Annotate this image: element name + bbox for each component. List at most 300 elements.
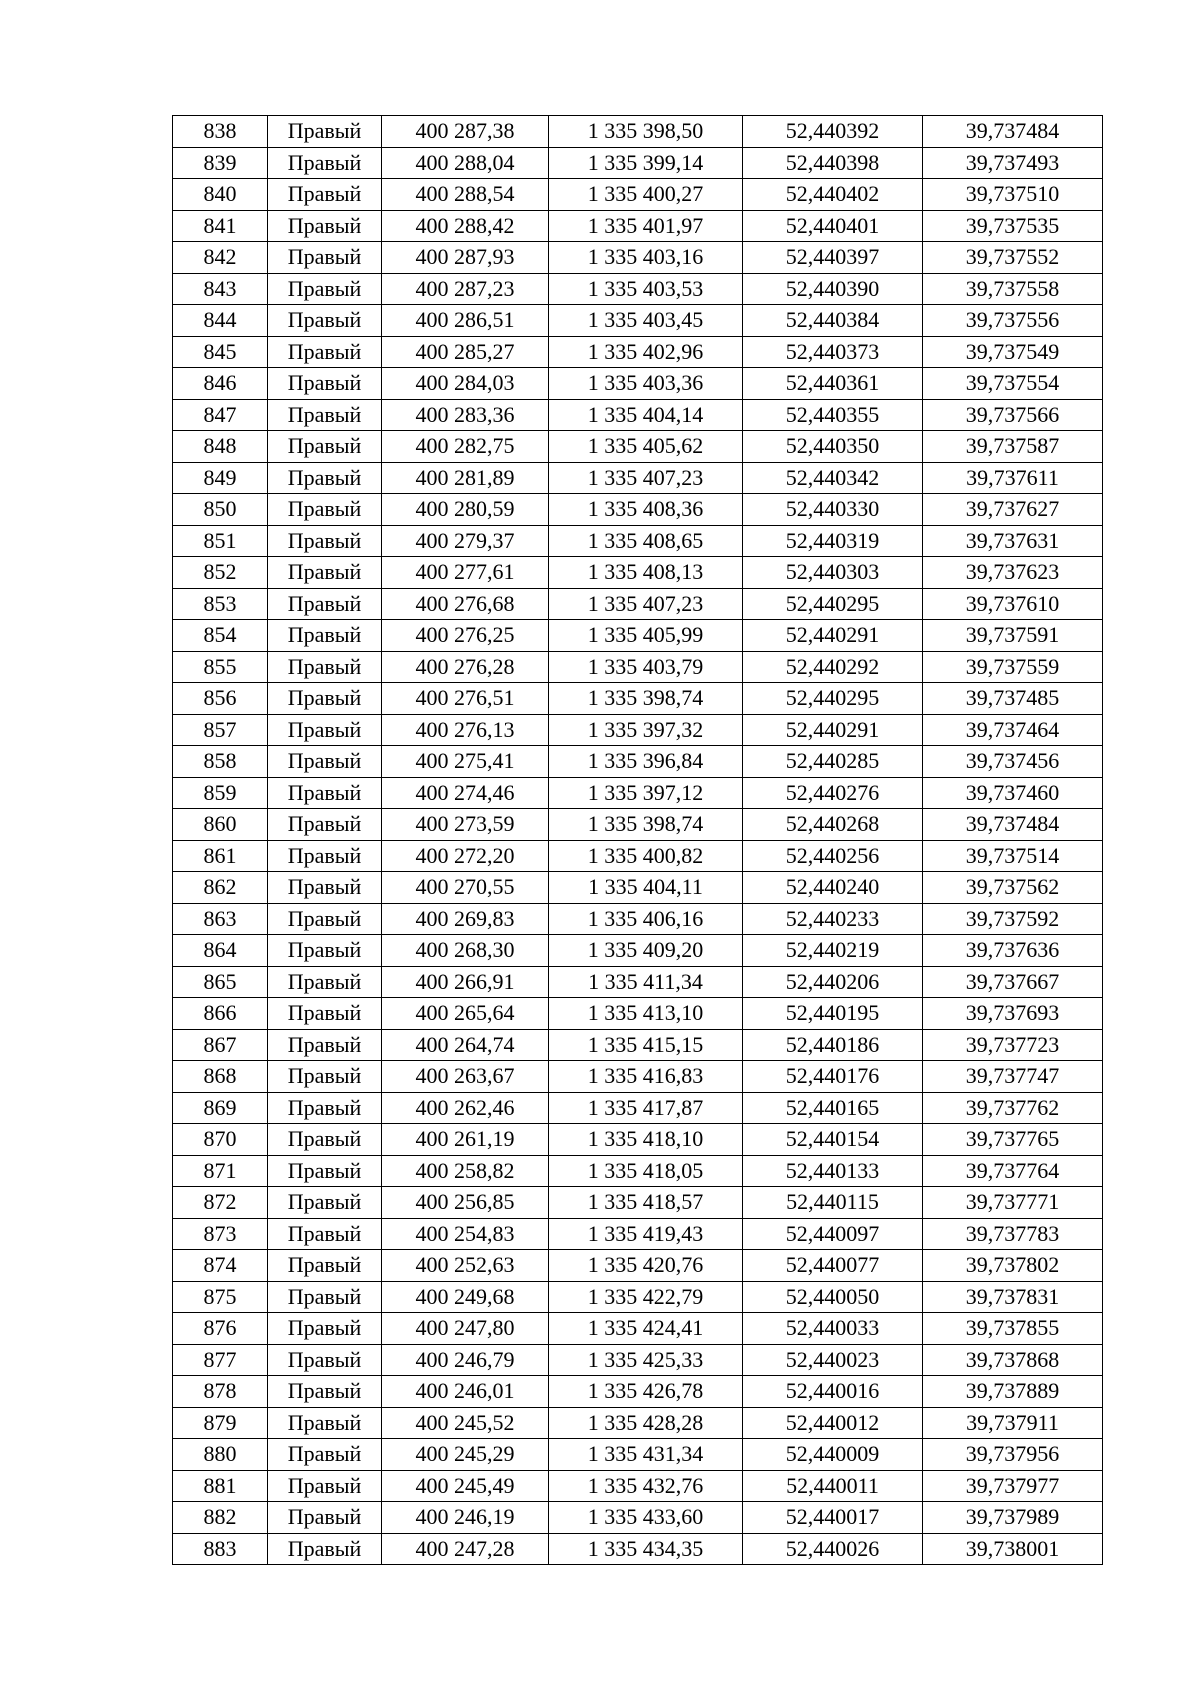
point-number-cell: 849 bbox=[173, 462, 268, 494]
y-coordinate-cell: 1 335 405,99 bbox=[549, 620, 743, 652]
y-coordinate-cell: 1 335 417,87 bbox=[549, 1092, 743, 1124]
x-coordinate-cell: 400 270,55 bbox=[382, 872, 549, 904]
bank-side-cell: Правый bbox=[268, 242, 382, 274]
x-coordinate-cell: 400 256,85 bbox=[382, 1187, 549, 1219]
x-coordinate-cell: 400 263,67 bbox=[382, 1061, 549, 1093]
longitude-cell: 39,737456 bbox=[923, 746, 1103, 778]
bank-side-cell: Правый bbox=[268, 1250, 382, 1282]
y-coordinate-cell: 1 335 400,82 bbox=[549, 840, 743, 872]
longitude-cell: 39,737765 bbox=[923, 1124, 1103, 1156]
x-coordinate-cell: 400 252,63 bbox=[382, 1250, 549, 1282]
table-row bbox=[173, 1092, 1103, 1124]
table-row bbox=[173, 1407, 1103, 1439]
point-number-cell: 877 bbox=[173, 1344, 268, 1376]
longitude-cell: 39,737911 bbox=[923, 1407, 1103, 1439]
longitude-cell: 39,737562 bbox=[923, 872, 1103, 904]
longitude-cell: 39,737667 bbox=[923, 966, 1103, 998]
latitude-cell: 52,440291 bbox=[743, 714, 923, 746]
y-coordinate-cell: 1 335 404,14 bbox=[549, 399, 743, 431]
y-coordinate-cell: 1 335 408,36 bbox=[549, 494, 743, 526]
table-row bbox=[173, 399, 1103, 431]
longitude-cell: 39,737693 bbox=[923, 998, 1103, 1030]
bank-side-cell: Правый bbox=[268, 1281, 382, 1313]
x-coordinate-cell: 400 287,23 bbox=[382, 273, 549, 305]
point-number-cell: 861 bbox=[173, 840, 268, 872]
table-row bbox=[173, 714, 1103, 746]
bank-side-cell: Правый bbox=[268, 1470, 382, 1502]
bank-side-cell: Правый bbox=[268, 368, 382, 400]
bank-side-cell: Правый bbox=[268, 1344, 382, 1376]
point-number-cell: 865 bbox=[173, 966, 268, 998]
latitude-cell: 52,440219 bbox=[743, 935, 923, 967]
point-number-cell: 881 bbox=[173, 1470, 268, 1502]
y-coordinate-cell: 1 335 408,13 bbox=[549, 557, 743, 589]
x-coordinate-cell: 400 246,79 bbox=[382, 1344, 549, 1376]
y-coordinate-cell: 1 335 398,50 bbox=[549, 116, 743, 148]
longitude-cell: 39,737484 bbox=[923, 116, 1103, 148]
bank-side-cell: Правый bbox=[268, 1218, 382, 1250]
latitude-cell: 52,440303 bbox=[743, 557, 923, 589]
latitude-cell: 52,440176 bbox=[743, 1061, 923, 1093]
table-row bbox=[173, 809, 1103, 841]
y-coordinate-cell: 1 335 407,23 bbox=[549, 588, 743, 620]
table-row bbox=[173, 683, 1103, 715]
bank-side-cell: Правый bbox=[268, 1533, 382, 1565]
latitude-cell: 52,440268 bbox=[743, 809, 923, 841]
table-row bbox=[173, 147, 1103, 179]
y-coordinate-cell: 1 335 397,32 bbox=[549, 714, 743, 746]
point-number-cell: 841 bbox=[173, 210, 268, 242]
x-coordinate-cell: 400 276,13 bbox=[382, 714, 549, 746]
longitude-cell: 39,737631 bbox=[923, 525, 1103, 557]
latitude-cell: 52,440361 bbox=[743, 368, 923, 400]
longitude-cell: 39,737549 bbox=[923, 336, 1103, 368]
bank-side-cell: Правый bbox=[268, 872, 382, 904]
table-row bbox=[173, 1313, 1103, 1345]
table-row bbox=[173, 935, 1103, 967]
longitude-cell: 39,737747 bbox=[923, 1061, 1103, 1093]
y-coordinate-cell: 1 335 403,16 bbox=[549, 242, 743, 274]
point-number-cell: 878 bbox=[173, 1376, 268, 1408]
latitude-cell: 52,440206 bbox=[743, 966, 923, 998]
point-number-cell: 856 bbox=[173, 683, 268, 715]
point-number-cell: 883 bbox=[173, 1533, 268, 1565]
bank-side-cell: Правый bbox=[268, 777, 382, 809]
x-coordinate-cell: 400 287,93 bbox=[382, 242, 549, 274]
bank-side-cell: Правый bbox=[268, 746, 382, 778]
bank-side-cell: Правый bbox=[268, 1092, 382, 1124]
x-coordinate-cell: 400 264,74 bbox=[382, 1029, 549, 1061]
bank-side-cell: Правый bbox=[268, 179, 382, 211]
y-coordinate-cell: 1 335 431,34 bbox=[549, 1439, 743, 1471]
longitude-cell: 39,737558 bbox=[923, 273, 1103, 305]
latitude-cell: 52,440115 bbox=[743, 1187, 923, 1219]
coordinates-table bbox=[172, 115, 1103, 1565]
point-number-cell: 852 bbox=[173, 557, 268, 589]
point-number-cell: 848 bbox=[173, 431, 268, 463]
y-coordinate-cell: 1 335 424,41 bbox=[549, 1313, 743, 1345]
point-number-cell: 867 bbox=[173, 1029, 268, 1061]
latitude-cell: 52,440133 bbox=[743, 1155, 923, 1187]
latitude-cell: 52,440398 bbox=[743, 147, 923, 179]
table-row bbox=[173, 872, 1103, 904]
point-number-cell: 869 bbox=[173, 1092, 268, 1124]
y-coordinate-cell: 1 335 428,28 bbox=[549, 1407, 743, 1439]
table-row bbox=[173, 1533, 1103, 1565]
latitude-cell: 52,440165 bbox=[743, 1092, 923, 1124]
table-row bbox=[173, 336, 1103, 368]
longitude-cell: 39,737783 bbox=[923, 1218, 1103, 1250]
longitude-cell: 39,737771 bbox=[923, 1187, 1103, 1219]
latitude-cell: 52,440330 bbox=[743, 494, 923, 526]
x-coordinate-cell: 400 246,19 bbox=[382, 1502, 549, 1534]
latitude-cell: 52,440291 bbox=[743, 620, 923, 652]
point-number-cell: 855 bbox=[173, 651, 268, 683]
y-coordinate-cell: 1 335 403,45 bbox=[549, 305, 743, 337]
table-row bbox=[173, 431, 1103, 463]
table-row bbox=[173, 1281, 1103, 1313]
x-coordinate-cell: 400 266,91 bbox=[382, 966, 549, 998]
latitude-cell: 52,440077 bbox=[743, 1250, 923, 1282]
bank-side-cell: Правый bbox=[268, 210, 382, 242]
y-coordinate-cell: 1 335 418,05 bbox=[549, 1155, 743, 1187]
bank-side-cell: Правый bbox=[268, 557, 382, 589]
latitude-cell: 52,440016 bbox=[743, 1376, 923, 1408]
bank-side-cell: Правый bbox=[268, 714, 382, 746]
y-coordinate-cell: 1 335 398,74 bbox=[549, 809, 743, 841]
latitude-cell: 52,440186 bbox=[743, 1029, 923, 1061]
latitude-cell: 52,440033 bbox=[743, 1313, 923, 1345]
table-row bbox=[173, 1155, 1103, 1187]
point-number-cell: 863 bbox=[173, 903, 268, 935]
point-number-cell: 843 bbox=[173, 273, 268, 305]
bank-side-cell: Правый bbox=[268, 336, 382, 368]
x-coordinate-cell: 400 288,04 bbox=[382, 147, 549, 179]
point-number-cell: 854 bbox=[173, 620, 268, 652]
bank-side-cell: Правый bbox=[268, 431, 382, 463]
latitude-cell: 52,440050 bbox=[743, 1281, 923, 1313]
point-number-cell: 844 bbox=[173, 305, 268, 337]
table-row bbox=[173, 116, 1103, 148]
table-row bbox=[173, 1218, 1103, 1250]
latitude-cell: 52,440319 bbox=[743, 525, 923, 557]
longitude-cell: 39,737723 bbox=[923, 1029, 1103, 1061]
latitude-cell: 52,440009 bbox=[743, 1439, 923, 1471]
table-row bbox=[173, 903, 1103, 935]
y-coordinate-cell: 1 335 398,74 bbox=[549, 683, 743, 715]
x-coordinate-cell: 400 273,59 bbox=[382, 809, 549, 841]
latitude-cell: 52,440195 bbox=[743, 998, 923, 1030]
table-row bbox=[173, 494, 1103, 526]
point-number-cell: 860 bbox=[173, 809, 268, 841]
y-coordinate-cell: 1 335 415,15 bbox=[549, 1029, 743, 1061]
x-coordinate-cell: 400 280,59 bbox=[382, 494, 549, 526]
bank-side-cell: Правый bbox=[268, 305, 382, 337]
point-number-cell: 857 bbox=[173, 714, 268, 746]
latitude-cell: 52,440276 bbox=[743, 777, 923, 809]
y-coordinate-cell: 1 335 432,76 bbox=[549, 1470, 743, 1502]
table-row bbox=[173, 651, 1103, 683]
bank-side-cell: Правый bbox=[268, 651, 382, 683]
bank-side-cell: Правый bbox=[268, 998, 382, 1030]
bank-side-cell: Правый bbox=[268, 903, 382, 935]
table-row bbox=[173, 966, 1103, 998]
point-number-cell: 845 bbox=[173, 336, 268, 368]
x-coordinate-cell: 400 287,38 bbox=[382, 116, 549, 148]
longitude-cell: 39,737510 bbox=[923, 179, 1103, 211]
latitude-cell: 52,440292 bbox=[743, 651, 923, 683]
longitude-cell: 39,737623 bbox=[923, 557, 1103, 589]
longitude-cell: 39,737535 bbox=[923, 210, 1103, 242]
point-number-cell: 864 bbox=[173, 935, 268, 967]
point-number-cell: 838 bbox=[173, 116, 268, 148]
y-coordinate-cell: 1 335 406,16 bbox=[549, 903, 743, 935]
longitude-cell: 39,737764 bbox=[923, 1155, 1103, 1187]
y-coordinate-cell: 1 335 433,60 bbox=[549, 1502, 743, 1534]
point-number-cell: 858 bbox=[173, 746, 268, 778]
y-coordinate-cell: 1 335 411,34 bbox=[549, 966, 743, 998]
longitude-cell: 39,737592 bbox=[923, 903, 1103, 935]
x-coordinate-cell: 400 245,49 bbox=[382, 1470, 549, 1502]
latitude-cell: 52,440397 bbox=[743, 242, 923, 274]
x-coordinate-cell: 400 261,19 bbox=[382, 1124, 549, 1156]
point-number-cell: 859 bbox=[173, 777, 268, 809]
point-number-cell: 870 bbox=[173, 1124, 268, 1156]
x-coordinate-cell: 400 284,03 bbox=[382, 368, 549, 400]
bank-side-cell: Правый bbox=[268, 525, 382, 557]
longitude-cell: 39,737591 bbox=[923, 620, 1103, 652]
coordinates-table-body bbox=[173, 116, 1103, 1565]
y-coordinate-cell: 1 335 413,10 bbox=[549, 998, 743, 1030]
y-coordinate-cell: 1 335 400,27 bbox=[549, 179, 743, 211]
point-number-cell: 873 bbox=[173, 1218, 268, 1250]
x-coordinate-cell: 400 254,83 bbox=[382, 1218, 549, 1250]
y-coordinate-cell: 1 335 405,62 bbox=[549, 431, 743, 463]
bank-side-cell: Правый bbox=[268, 1502, 382, 1534]
y-coordinate-cell: 1 335 399,14 bbox=[549, 147, 743, 179]
x-coordinate-cell: 400 277,61 bbox=[382, 557, 549, 589]
bank-side-cell: Правый bbox=[268, 147, 382, 179]
longitude-cell: 39,737514 bbox=[923, 840, 1103, 872]
latitude-cell: 52,440401 bbox=[743, 210, 923, 242]
bank-side-cell: Правый bbox=[268, 1313, 382, 1345]
longitude-cell: 39,737610 bbox=[923, 588, 1103, 620]
latitude-cell: 52,440402 bbox=[743, 179, 923, 211]
bank-side-cell: Правый bbox=[268, 1029, 382, 1061]
y-coordinate-cell: 1 335 408,65 bbox=[549, 525, 743, 557]
point-number-cell: 880 bbox=[173, 1439, 268, 1471]
longitude-cell: 39,737868 bbox=[923, 1344, 1103, 1376]
bank-side-cell: Правый bbox=[268, 1407, 382, 1439]
longitude-cell: 39,737493 bbox=[923, 147, 1103, 179]
y-coordinate-cell: 1 335 426,78 bbox=[549, 1376, 743, 1408]
y-coordinate-cell: 1 335 403,53 bbox=[549, 273, 743, 305]
bank-side-cell: Правый bbox=[268, 116, 382, 148]
latitude-cell: 52,440295 bbox=[743, 683, 923, 715]
longitude-cell: 39,737889 bbox=[923, 1376, 1103, 1408]
y-coordinate-cell: 1 335 434,35 bbox=[549, 1533, 743, 1565]
latitude-cell: 52,440355 bbox=[743, 399, 923, 431]
latitude-cell: 52,440256 bbox=[743, 840, 923, 872]
longitude-cell: 39,737855 bbox=[923, 1313, 1103, 1345]
x-coordinate-cell: 400 283,36 bbox=[382, 399, 549, 431]
point-number-cell: 866 bbox=[173, 998, 268, 1030]
table-row bbox=[173, 746, 1103, 778]
longitude-cell: 39,737636 bbox=[923, 935, 1103, 967]
x-coordinate-cell: 400 272,20 bbox=[382, 840, 549, 872]
latitude-cell: 52,440384 bbox=[743, 305, 923, 337]
x-coordinate-cell: 400 274,46 bbox=[382, 777, 549, 809]
table-row bbox=[173, 777, 1103, 809]
bank-side-cell: Правый bbox=[268, 1124, 382, 1156]
table-row bbox=[173, 1344, 1103, 1376]
y-coordinate-cell: 1 335 397,12 bbox=[549, 777, 743, 809]
y-coordinate-cell: 1 335 402,96 bbox=[549, 336, 743, 368]
y-coordinate-cell: 1 335 422,79 bbox=[549, 1281, 743, 1313]
table-row bbox=[173, 368, 1103, 400]
point-number-cell: 839 bbox=[173, 147, 268, 179]
x-coordinate-cell: 400 275,41 bbox=[382, 746, 549, 778]
x-coordinate-cell: 400 268,30 bbox=[382, 935, 549, 967]
table-row bbox=[173, 305, 1103, 337]
y-coordinate-cell: 1 335 420,76 bbox=[549, 1250, 743, 1282]
x-coordinate-cell: 400 265,64 bbox=[382, 998, 549, 1030]
bank-side-cell: Правый bbox=[268, 966, 382, 998]
table-row bbox=[173, 1124, 1103, 1156]
latitude-cell: 52,440233 bbox=[743, 903, 923, 935]
point-number-cell: 842 bbox=[173, 242, 268, 274]
x-coordinate-cell: 400 245,52 bbox=[382, 1407, 549, 1439]
table-row bbox=[173, 1502, 1103, 1534]
y-coordinate-cell: 1 335 403,79 bbox=[549, 651, 743, 683]
point-number-cell: 851 bbox=[173, 525, 268, 557]
table-row bbox=[173, 210, 1103, 242]
point-number-cell: 874 bbox=[173, 1250, 268, 1282]
table-row bbox=[173, 1029, 1103, 1061]
y-coordinate-cell: 1 335 401,97 bbox=[549, 210, 743, 242]
x-coordinate-cell: 400 246,01 bbox=[382, 1376, 549, 1408]
y-coordinate-cell: 1 335 416,83 bbox=[549, 1061, 743, 1093]
x-coordinate-cell: 400 288,42 bbox=[382, 210, 549, 242]
longitude-cell: 39,737989 bbox=[923, 1502, 1103, 1534]
latitude-cell: 52,440012 bbox=[743, 1407, 923, 1439]
x-coordinate-cell: 400 247,80 bbox=[382, 1313, 549, 1345]
point-number-cell: 875 bbox=[173, 1281, 268, 1313]
x-coordinate-cell: 400 276,68 bbox=[382, 588, 549, 620]
y-coordinate-cell: 1 335 418,57 bbox=[549, 1187, 743, 1219]
bank-side-cell: Правый bbox=[268, 588, 382, 620]
y-coordinate-cell: 1 335 418,10 bbox=[549, 1124, 743, 1156]
bank-side-cell: Правый bbox=[268, 683, 382, 715]
longitude-cell: 39,737485 bbox=[923, 683, 1103, 715]
table-row bbox=[173, 1376, 1103, 1408]
x-coordinate-cell: 400 262,46 bbox=[382, 1092, 549, 1124]
table-row bbox=[173, 998, 1103, 1030]
table-row bbox=[173, 1439, 1103, 1471]
x-coordinate-cell: 400 249,68 bbox=[382, 1281, 549, 1313]
table-row bbox=[173, 557, 1103, 589]
latitude-cell: 52,440017 bbox=[743, 1502, 923, 1534]
x-coordinate-cell: 400 286,51 bbox=[382, 305, 549, 337]
point-number-cell: 872 bbox=[173, 1187, 268, 1219]
longitude-cell: 39,737977 bbox=[923, 1470, 1103, 1502]
x-coordinate-cell: 400 282,75 bbox=[382, 431, 549, 463]
bank-side-cell: Правый bbox=[268, 1187, 382, 1219]
table-row bbox=[173, 273, 1103, 305]
latitude-cell: 52,440154 bbox=[743, 1124, 923, 1156]
y-coordinate-cell: 1 335 419,43 bbox=[549, 1218, 743, 1250]
bank-side-cell: Правый bbox=[268, 1155, 382, 1187]
point-number-cell: 871 bbox=[173, 1155, 268, 1187]
latitude-cell: 52,440373 bbox=[743, 336, 923, 368]
longitude-cell: 39,738001 bbox=[923, 1533, 1103, 1565]
longitude-cell: 39,737627 bbox=[923, 494, 1103, 526]
table-row bbox=[173, 1250, 1103, 1282]
x-coordinate-cell: 400 245,29 bbox=[382, 1439, 549, 1471]
y-coordinate-cell: 1 335 396,84 bbox=[549, 746, 743, 778]
point-number-cell: 840 bbox=[173, 179, 268, 211]
longitude-cell: 39,737460 bbox=[923, 777, 1103, 809]
latitude-cell: 52,440097 bbox=[743, 1218, 923, 1250]
latitude-cell: 52,440295 bbox=[743, 588, 923, 620]
longitude-cell: 39,737464 bbox=[923, 714, 1103, 746]
x-coordinate-cell: 400 276,28 bbox=[382, 651, 549, 683]
point-number-cell: 853 bbox=[173, 588, 268, 620]
bank-side-cell: Правый bbox=[268, 399, 382, 431]
bank-side-cell: Правый bbox=[268, 809, 382, 841]
longitude-cell: 39,737587 bbox=[923, 431, 1103, 463]
point-number-cell: 882 bbox=[173, 1502, 268, 1534]
point-number-cell: 850 bbox=[173, 494, 268, 526]
y-coordinate-cell: 1 335 425,33 bbox=[549, 1344, 743, 1376]
bank-side-cell: Правый bbox=[268, 1439, 382, 1471]
table-row bbox=[173, 1470, 1103, 1502]
table-row bbox=[173, 1187, 1103, 1219]
bank-side-cell: Правый bbox=[268, 840, 382, 872]
table-row bbox=[173, 462, 1103, 494]
point-number-cell: 862 bbox=[173, 872, 268, 904]
y-coordinate-cell: 1 335 404,11 bbox=[549, 872, 743, 904]
longitude-cell: 39,737831 bbox=[923, 1281, 1103, 1313]
latitude-cell: 52,440350 bbox=[743, 431, 923, 463]
latitude-cell: 52,440390 bbox=[743, 273, 923, 305]
bank-side-cell: Правый bbox=[268, 620, 382, 652]
latitude-cell: 52,440023 bbox=[743, 1344, 923, 1376]
longitude-cell: 39,737559 bbox=[923, 651, 1103, 683]
x-coordinate-cell: 400 269,83 bbox=[382, 903, 549, 935]
table-row bbox=[173, 525, 1103, 557]
longitude-cell: 39,737552 bbox=[923, 242, 1103, 274]
latitude-cell: 52,440392 bbox=[743, 116, 923, 148]
point-number-cell: 876 bbox=[173, 1313, 268, 1345]
x-coordinate-cell: 400 288,54 bbox=[382, 179, 549, 211]
bank-side-cell: Правый bbox=[268, 494, 382, 526]
point-number-cell: 846 bbox=[173, 368, 268, 400]
x-coordinate-cell: 400 247,28 bbox=[382, 1533, 549, 1565]
y-coordinate-cell: 1 335 403,36 bbox=[549, 368, 743, 400]
y-coordinate-cell: 1 335 409,20 bbox=[549, 935, 743, 967]
y-coordinate-cell: 1 335 407,23 bbox=[549, 462, 743, 494]
longitude-cell: 39,737956 bbox=[923, 1439, 1103, 1471]
longitude-cell: 39,737762 bbox=[923, 1092, 1103, 1124]
longitude-cell: 39,737554 bbox=[923, 368, 1103, 400]
x-coordinate-cell: 400 285,27 bbox=[382, 336, 549, 368]
bank-side-cell: Правый bbox=[268, 1061, 382, 1093]
latitude-cell: 52,440240 bbox=[743, 872, 923, 904]
table-row bbox=[173, 1061, 1103, 1093]
latitude-cell: 52,440026 bbox=[743, 1533, 923, 1565]
bank-side-cell: Правый bbox=[268, 462, 382, 494]
